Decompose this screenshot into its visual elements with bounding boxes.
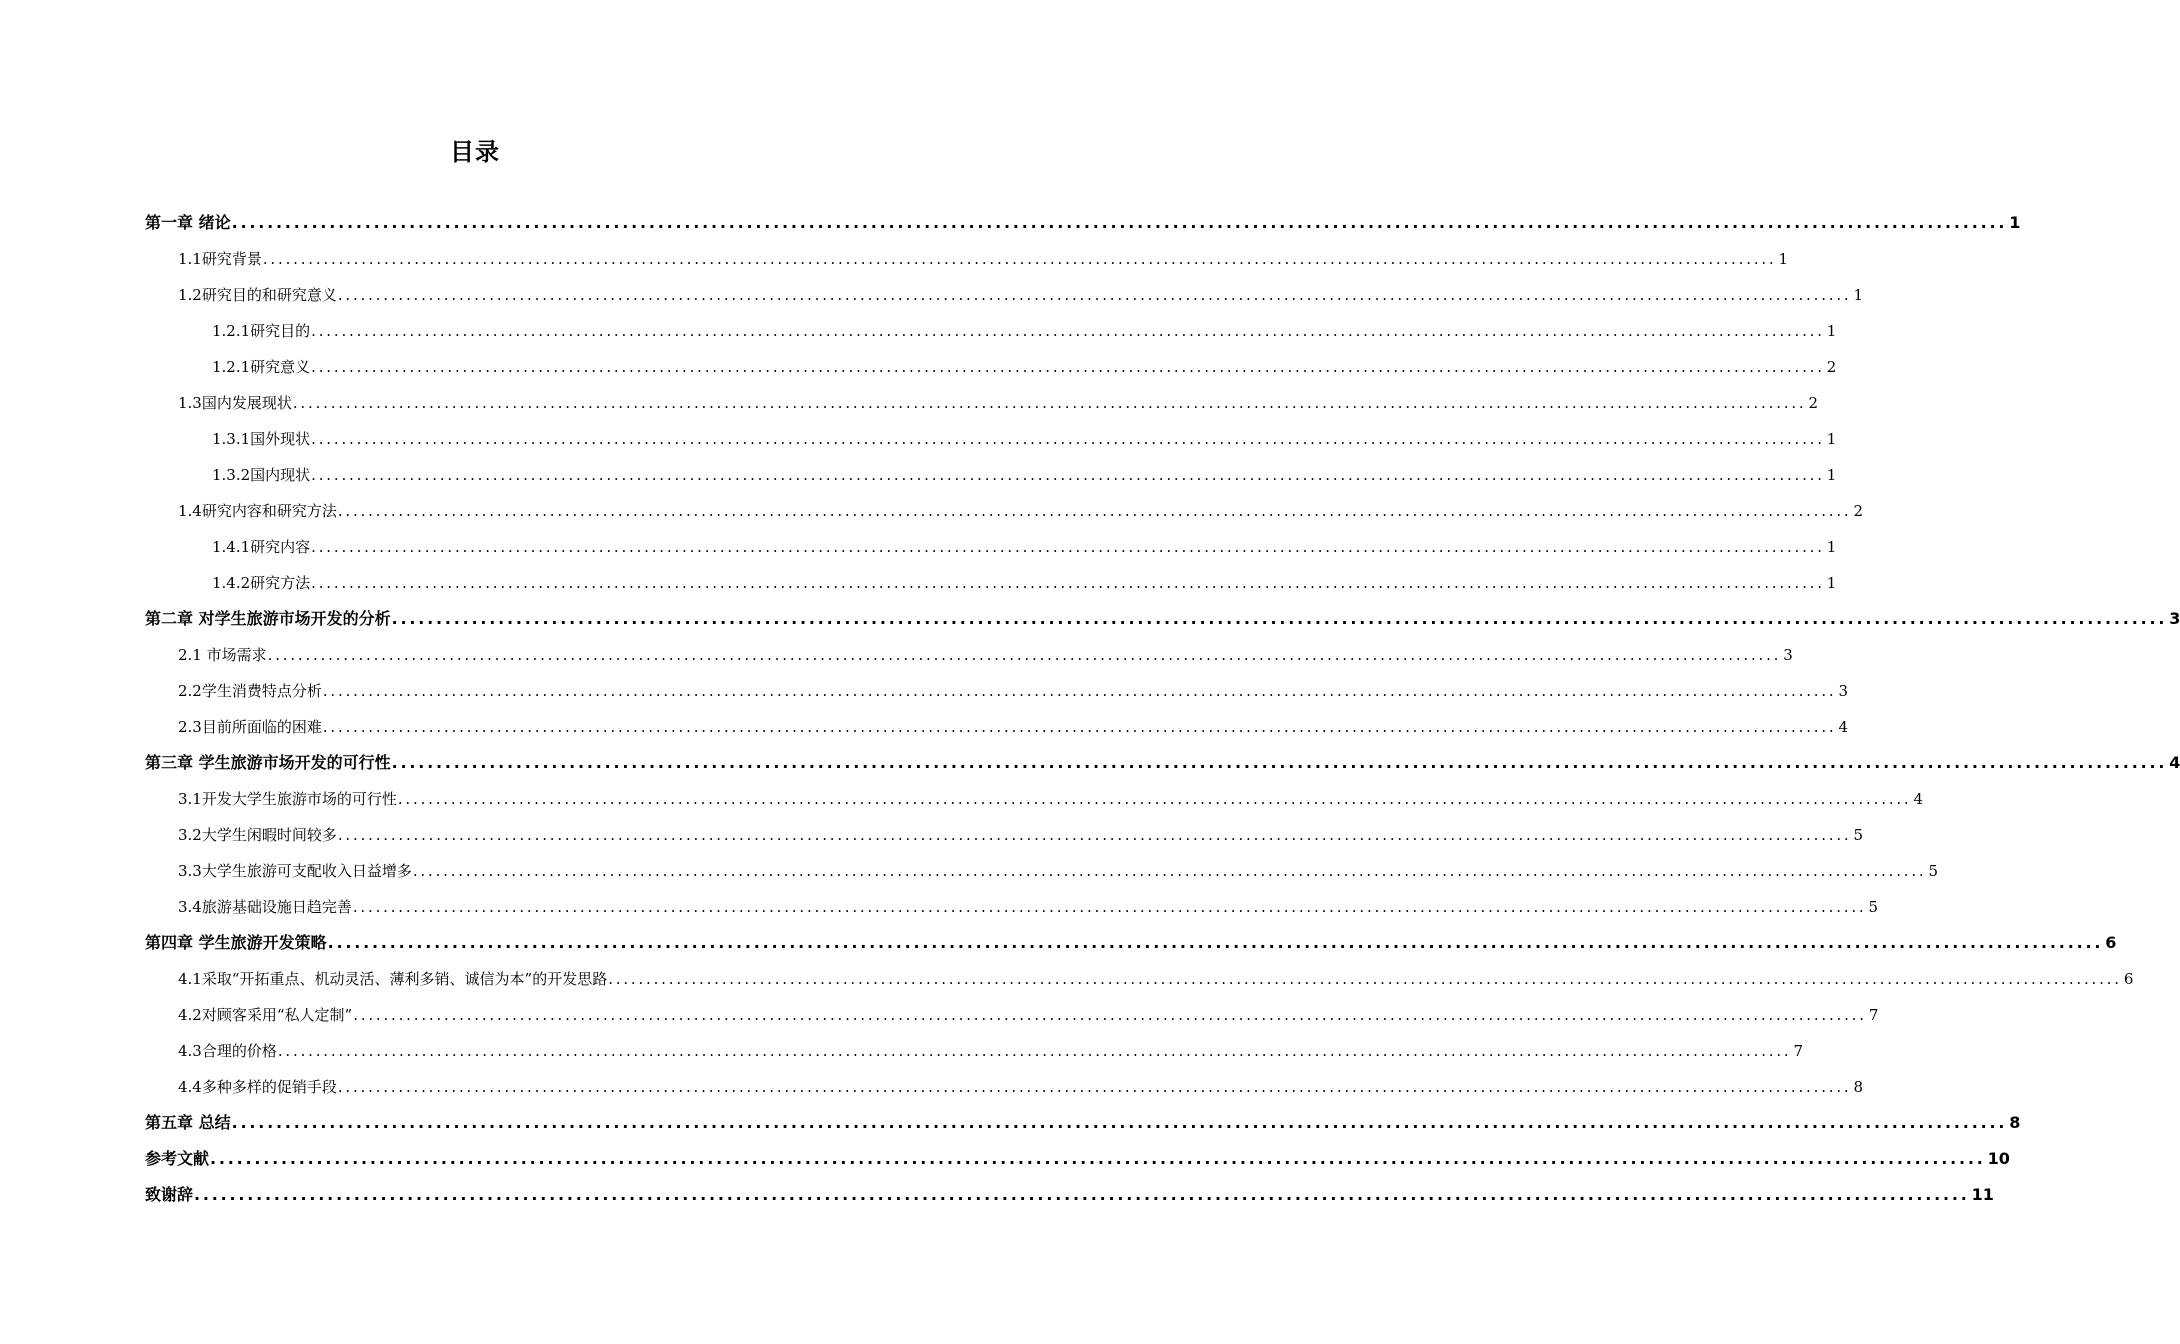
toc-entry-label: 1.4.1研究内容 <box>212 538 311 556</box>
toc-entry[interactable] <box>145 277 1864 313</box>
toc-dot-leader: ........................................................................................................................................................................................................ <box>391 609 2168 628</box>
toc-dot-leader: ........................................................................................................................................................................................................ <box>337 286 1852 304</box>
toc-dot-leader: ........................................................................................................................................................................................................ <box>194 1185 1970 1204</box>
toc-entry-label: 参考文献 <box>145 1149 210 1168</box>
toc-dot-leader: ........................................................................................................................................................................................................ <box>327 933 2104 952</box>
toc-entry[interactable] <box>145 205 2021 241</box>
toc-entry[interactable] <box>145 1105 2021 1141</box>
toc-dot-leader: ........................................................................................................................................................................................................ <box>210 1149 1986 1168</box>
toc-entry-page-number: 6 <box>2123 970 2134 988</box>
toc-entry-page-number: 2 <box>1826 358 1837 376</box>
toc-entry-label: 1.4研究内容和研究方法 <box>178 502 337 520</box>
toc-entry-label: 致谢辞 <box>145 1185 194 1204</box>
table-of-contents <box>145 205 2180 1213</box>
toc-entry[interactable] <box>145 241 1789 277</box>
toc-dot-leader: ........................................................................................................................................................................................................ <box>292 394 1807 412</box>
toc-entry-label: 4.1采取“开拓重点、机动灵活、薄利多销、诚信为本”的开发思路 <box>178 970 608 988</box>
toc-entry[interactable] <box>145 997 1879 1033</box>
toc-entry-page-number: 1 <box>1826 466 1837 484</box>
toc-entry-label: 第四章 学生旅游开发策略 <box>145 933 327 952</box>
toc-entry-page-number: 3 <box>1838 682 1849 700</box>
toc-dot-leader: ........................................................................................................................................................................................................ <box>353 1006 1867 1024</box>
toc-dot-leader: ........................................................................................................................................................................................................ <box>337 826 1852 844</box>
toc-entry[interactable] <box>145 637 1793 673</box>
toc-entry-page-number: 4 <box>1838 718 1849 736</box>
toc-dot-leader: ........................................................................................................................................................................................................ <box>311 358 1825 376</box>
toc-dot-leader: ........................................................................................................................................................................................................ <box>262 250 1777 268</box>
toc-entry-label: 第三章 学生旅游市场开发的可行性 <box>145 753 391 772</box>
toc-entry[interactable] <box>145 745 2180 781</box>
toc-dot-leader: ........................................................................................................................................................................................................ <box>311 466 1825 484</box>
toc-entry-page-number: 8 <box>2009 1113 2021 1132</box>
toc-entry-page-number: 5 <box>1868 898 1879 916</box>
toc-dot-leader: ........................................................................................................................................................................................................ <box>352 898 1867 916</box>
toc-entry[interactable] <box>145 349 1837 385</box>
toc-entry-label: 2.1 市场需求 <box>178 646 267 664</box>
toc-entry-page-number: 3 <box>2169 609 2180 628</box>
toc-entry-page-number: 5 <box>1853 826 1864 844</box>
toc-entry[interactable] <box>145 1033 1804 1069</box>
toc-entry[interactable] <box>145 565 1837 601</box>
toc-dot-leader: ........................................................................................................................................................................................................ <box>608 970 2122 988</box>
toc-dot-leader: ........................................................................................................................................................................................................ <box>397 790 1912 808</box>
toc-entry-page-number: 1 <box>1826 430 1837 448</box>
toc-entry-label: 1.2.1研究意义 <box>212 358 311 376</box>
toc-entry[interactable] <box>145 1141 2010 1177</box>
toc-entry-page-number: 1 <box>1826 322 1837 340</box>
toc-entry-page-number: 5 <box>1928 862 1939 880</box>
toc-dot-leader: ........................................................................................................................................................................................................ <box>337 1078 1852 1096</box>
toc-entry-page-number: 1 <box>1826 574 1837 592</box>
toc-entry[interactable] <box>145 385 1819 421</box>
toc-dot-leader: ........................................................................................................................................................................................................ <box>311 538 1825 556</box>
toc-entry-page-number: 1 <box>1778 250 1789 268</box>
toc-dot-leader: ........................................................................................................................................................................................................ <box>337 502 1852 520</box>
toc-entry[interactable] <box>145 313 1837 349</box>
toc-entry[interactable] <box>145 529 1837 565</box>
toc-entry-page-number: 8 <box>1853 1078 1864 1096</box>
toc-entry[interactable] <box>145 673 1849 709</box>
toc-entry-label: 1.3.1国外现状 <box>212 430 311 448</box>
toc-entry-page-number: 3 <box>1783 646 1793 664</box>
toc-entry-label: 3.4旅游基础设施日趋完善 <box>178 898 352 916</box>
toc-entry[interactable] <box>145 601 2180 637</box>
toc-entry-page-number: 4 <box>2169 753 2180 772</box>
toc-entry-label: 3.2大学生闲暇时间较多 <box>178 826 337 844</box>
toc-entry-label: 1.2.1研究目的 <box>212 322 311 340</box>
toc-dot-leader: ........................................................................................................................................................................................................ <box>322 682 1837 700</box>
toc-dot-leader: ........................................................................................................................................................................................................ <box>311 322 1825 340</box>
toc-entry-label: 3.3大学生旅游可支配收入日益增多 <box>178 862 412 880</box>
toc-entry-label: 第二章 对学生旅游市场开发的分析 <box>145 609 391 628</box>
toc-entry-label: 1.4.2研究方法 <box>212 574 311 592</box>
toc-entry-page-number: 11 <box>1971 1185 1994 1204</box>
toc-entry[interactable] <box>145 781 1924 817</box>
toc-entry-label: 2.3目前所面临的困难 <box>178 718 322 736</box>
toc-entry-label: 第五章 总结 <box>145 1113 231 1132</box>
toc-entry-page-number: 6 <box>2105 933 2117 952</box>
toc-entry[interactable] <box>145 1177 1994 1213</box>
toc-entry-page-number: 2 <box>1853 502 1864 520</box>
toc-dot-leader: ........................................................................................................................................................................................................ <box>267 646 1782 664</box>
toc-entry[interactable] <box>145 421 1837 457</box>
toc-dot-leader: ........................................................................................................................................................................................................ <box>231 213 2008 232</box>
toc-entry[interactable] <box>145 961 2134 997</box>
toc-entry-label: 第一章 绪论 <box>145 213 231 232</box>
toc-entry-page-number: 1 <box>1826 538 1837 556</box>
toc-entry-label: 1.3.2国内现状 <box>212 466 311 484</box>
toc-entry-page-number: 1 <box>1853 286 1864 304</box>
toc-entry[interactable] <box>145 457 1837 493</box>
toc-entry[interactable] <box>145 1069 1864 1105</box>
toc-entry-label: 3.1开发大学生旅游市场的可行性 <box>178 790 397 808</box>
toc-dot-leader: ........................................................................................................................................................................................................ <box>231 1113 2008 1132</box>
toc-dot-leader: ........................................................................................................................................................................................................ <box>322 718 1837 736</box>
toc-entry[interactable] <box>145 817 1864 853</box>
toc-entry[interactable] <box>145 709 1849 745</box>
toc-entry-label: 2.2学生消费特点分析 <box>178 682 322 700</box>
page-title: 目录 <box>450 138 500 166</box>
toc-dot-leader: ........................................................................................................................................................................................................ <box>311 430 1825 448</box>
toc-entry-page-number: 7 <box>1868 1006 1879 1024</box>
toc-entry[interactable] <box>145 925 2117 961</box>
toc-entry-label: 1.1研究背景 <box>178 250 262 268</box>
toc-entry-label: 4.3合理的价格 <box>178 1042 277 1060</box>
toc-entry-page-number: 2 <box>1808 394 1819 412</box>
toc-dot-leader: ........................................................................................................................................................................................................ <box>311 574 1825 592</box>
toc-dot-leader: ........................................................................................................................................................................................................ <box>391 753 2168 772</box>
toc-entry-label: 1.2研究目的和研究意义 <box>178 286 337 304</box>
toc-entry[interactable] <box>145 853 1939 889</box>
toc-entry-page-number: 10 <box>1987 1149 2010 1168</box>
toc-entry[interactable] <box>145 493 1864 529</box>
toc-entry-page-number: 4 <box>1913 790 1924 808</box>
toc-entry-page-number: 1 <box>2009 213 2021 232</box>
toc-entry[interactable] <box>145 889 1879 925</box>
toc-entry-label: 4.4多种多样的促销手段 <box>178 1078 337 1096</box>
toc-dot-leader: ........................................................................................................................................................................................................ <box>412 862 1927 880</box>
toc-entry-page-number: 7 <box>1793 1042 1804 1060</box>
toc-entry-label: 4.2对顾客采用“私人定制” <box>178 1006 353 1024</box>
toc-entry-label: 1.3国内发展现状 <box>178 394 292 412</box>
toc-dot-leader: ........................................................................................................................................................................................................ <box>277 1042 1792 1060</box>
